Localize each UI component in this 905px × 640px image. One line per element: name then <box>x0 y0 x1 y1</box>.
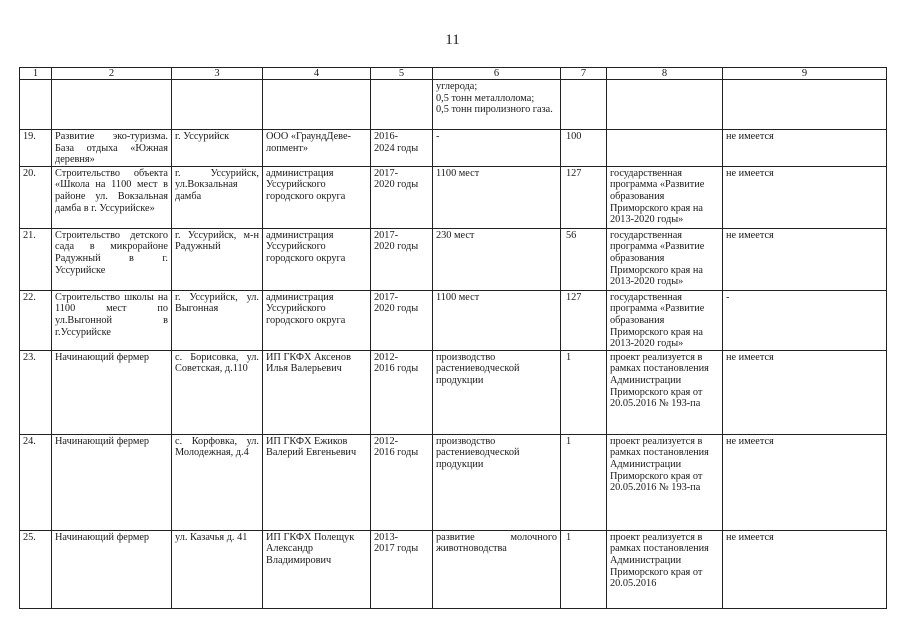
project-period: 2013- 2017 годы <box>371 530 433 608</box>
project-program: проект реализуется в рамках постановления Администрации Приморского края от 20.05.2016 № 193-па <box>607 434 723 530</box>
project-notes: - <box>723 290 887 350</box>
project-name: Строительство детского сада в микрорайоне Радужный в г. Уссурийске <box>52 228 172 290</box>
project-jobs: 56 <box>561 228 607 290</box>
table-row <box>20 80 887 130</box>
project-program <box>607 130 723 167</box>
project-name <box>52 80 172 130</box>
column-header: 7 <box>561 68 607 80</box>
row-number <box>20 80 52 130</box>
project-initiator: администрация Уссурийского городского округа <box>263 228 371 290</box>
project-notes: не имеется <box>723 434 887 530</box>
project-jobs: 127 <box>561 166 607 228</box>
table-row <box>20 530 887 608</box>
project-jobs: 100 <box>561 130 607 167</box>
column-header: 3 <box>172 68 263 80</box>
project-notes: не имеется <box>723 530 887 608</box>
table-row <box>20 228 887 290</box>
project-location: г. Уссурийск, ул.Вокзальная дамба <box>172 166 263 228</box>
project-jobs: 1 <box>561 530 607 608</box>
column-header: 4 <box>263 68 371 80</box>
project-period: 2017- 2020 годы <box>371 290 433 350</box>
row-number: 23. <box>20 350 52 434</box>
project-jobs: 1 <box>561 350 607 434</box>
column-header: 8 <box>607 68 723 80</box>
project-location: с. Борисовка, ул. Советская, д.110 <box>172 350 263 434</box>
project-initiator: ООО «ГраундДеве-лопмент» <box>263 130 371 167</box>
project-period: 2012- 2016 годы <box>371 350 433 434</box>
table-row <box>20 350 887 434</box>
table-row <box>20 166 887 228</box>
project-capacity: развитие молочного животноводства <box>433 530 561 608</box>
project-location <box>172 80 263 130</box>
column-header: 2 <box>52 68 172 80</box>
column-header: 6 <box>433 68 561 80</box>
row-number: 20. <box>20 166 52 228</box>
project-name: Развитие эко-туризма. База отдыха «Южная деревня» <box>52 130 172 167</box>
project-name: Строительство школы на 1100 мест по ул.Выгонной в г.Уссурийске <box>52 290 172 350</box>
projects-table <box>19 67 887 609</box>
row-number: 25. <box>20 530 52 608</box>
project-capacity: производство растениеводческой продукции <box>433 434 561 530</box>
project-program: государственная программа «Развитие образования Приморского края на 2013-2020 годы» <box>607 166 723 228</box>
project-capacity: углерода; 0,5 тонн металлолома; 0,5 тонн пиролизного газа. <box>433 80 561 130</box>
row-number: 19. <box>20 130 52 167</box>
column-header: 9 <box>723 68 887 80</box>
project-period: 2012- 2016 годы <box>371 434 433 530</box>
project-location: с. Корфовка, ул. Молодежная, д.4 <box>172 434 263 530</box>
project-notes: не имеется <box>723 350 887 434</box>
project-notes: не имеется <box>723 228 887 290</box>
project-name: Начинающий фермер <box>52 434 172 530</box>
project-initiator: ИП ГКФХ Ежиков Валерий Евгеньевич <box>263 434 371 530</box>
project-program <box>607 80 723 130</box>
project-program: проект реализуется в рамках постановления Администрации Приморского края от 20.05.2016 <box>607 530 723 608</box>
project-period: 2017- 2020 годы <box>371 228 433 290</box>
table-row <box>20 130 887 167</box>
project-period: 2017- 2020 годы <box>371 166 433 228</box>
project-initiator: администрация Уссурийского городского округа <box>263 166 371 228</box>
project-location: г. Уссурийск <box>172 130 263 167</box>
page-number: 11 <box>445 32 460 48</box>
project-jobs <box>561 80 607 130</box>
project-jobs: 127 <box>561 290 607 350</box>
table-row <box>20 434 887 530</box>
project-initiator <box>263 80 371 130</box>
project-capacity: 1100 мест <box>433 290 561 350</box>
project-period <box>371 80 433 130</box>
project-program: проект реализуется в рамках постановления Администрации Приморского края от 20.05.2016 № 193-па <box>607 350 723 434</box>
table-row <box>20 290 887 350</box>
project-period: 2016- 2024 годы <box>371 130 433 167</box>
project-capacity: производство растениеводческой продукции <box>433 350 561 434</box>
row-number: 21. <box>20 228 52 290</box>
project-notes: не имеется <box>723 166 887 228</box>
project-capacity: 1100 мест <box>433 166 561 228</box>
row-number: 22. <box>20 290 52 350</box>
project-name: Строительство объекта «Школа на 1100 мест в районе ул. Вокзальная дамба в г. Уссурийске» <box>52 166 172 228</box>
project-notes <box>723 80 887 130</box>
project-initiator: ИП ГКФХ Аксенов Илья Валерьевич <box>263 350 371 434</box>
header-row <box>20 68 887 80</box>
project-initiator: ИП ГКФХ Полещук Александр Владимирович <box>263 530 371 608</box>
project-location: г. Уссурийск, ул. Выгонная <box>172 290 263 350</box>
project-location: г. Уссурийск, м-н Радужный <box>172 228 263 290</box>
project-name: Начинающий фермер <box>52 530 172 608</box>
project-initiator: администрация Уссурийского городского округа <box>263 290 371 350</box>
project-location: ул. Казачья д. 41 <box>172 530 263 608</box>
project-capacity: 230 мест <box>433 228 561 290</box>
project-notes: не имеется <box>723 130 887 167</box>
project-name: Начинающий фермер <box>52 350 172 434</box>
column-header: 5 <box>371 68 433 80</box>
project-program: государственная программа «Развитие образования Приморского края на 2013-2020 годы» <box>607 228 723 290</box>
project-jobs: 1 <box>561 434 607 530</box>
column-header: 1 <box>20 68 52 80</box>
project-capacity: - <box>433 130 561 167</box>
project-program: государственная программа «Развитие образования Приморского края на 2013-2020 годы» <box>607 290 723 350</box>
row-number: 24. <box>20 434 52 530</box>
